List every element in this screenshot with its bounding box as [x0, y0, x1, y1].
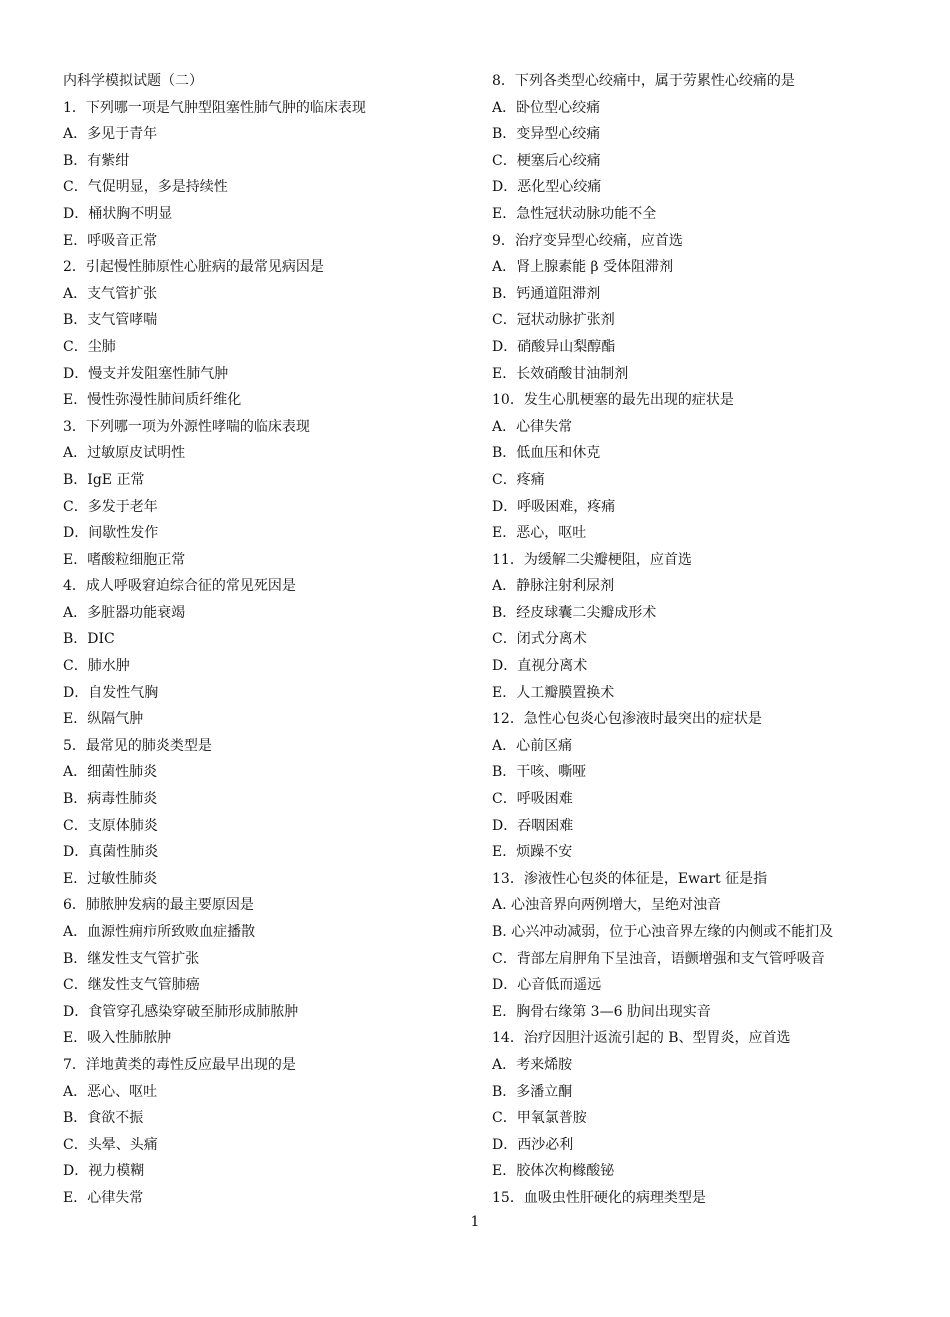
- left-column-line: 6．肺脓肿发病的最主要原因是: [63, 897, 254, 914]
- left-column-line: B．IgE 正常: [63, 471, 145, 488]
- right-column-line: D．吞咽困难: [492, 817, 574, 834]
- left-column-line: C．肺水肿: [63, 658, 130, 675]
- right-column-line: A. 心浊音界向两例增大，呈绝对浊音: [492, 897, 722, 914]
- left-column-line: B．支气管哮喘: [63, 312, 158, 329]
- right-column-line: A．静脉注射利尿剂: [492, 578, 615, 595]
- right-column-line: E．急性冠状动脉功能不全: [492, 205, 657, 222]
- left-column-line: C．尘肺: [63, 338, 116, 355]
- left-column-line: A．多见于青年: [63, 126, 158, 143]
- right-column: [492, 68, 922, 1212]
- right-column-line: C．梗塞后心绞痛: [492, 152, 601, 169]
- right-column-line: B．多潘立酮: [492, 1083, 573, 1100]
- left-column-line: A．多脏器功能衰竭: [63, 604, 186, 621]
- left-column-line: B．病毒性肺炎: [63, 791, 158, 808]
- left-column-line: A．过敏原皮试明性: [63, 445, 186, 462]
- right-column-line: E．恶心，呕吐: [492, 525, 587, 542]
- right-column-line: 11．为缓解二尖瓣梗阻，应首选: [492, 551, 692, 568]
- right-column-line: 13．渗液性心包炎的体征是，Ewart 征是指: [492, 870, 768, 887]
- left-column-line: 3．下列哪一项为外源性哮喘的临床表现: [63, 418, 310, 435]
- left-column-line: B．继发性支气管扩张: [63, 950, 200, 967]
- left-column-line: A．支气管扩张: [63, 285, 158, 302]
- right-column-line: A．考来烯胺: [492, 1056, 573, 1073]
- left-column-line: D．自发性气胸: [63, 684, 159, 701]
- left-column-line: D．桶状胸不明显: [63, 205, 173, 222]
- left-column-line: 7．洋地黄类的毒性反应最早出现的是: [63, 1056, 296, 1073]
- left-column-line: D．视力模糊: [63, 1163, 145, 1180]
- right-column-line: B．低血压和休克: [492, 445, 601, 462]
- left-column-line: C．气促明显，多是持续性: [63, 179, 228, 196]
- right-column-line: D．恶化型心绞痛: [492, 179, 602, 196]
- left-column-line: E．心律失常: [63, 1189, 144, 1206]
- left-column-line: D．慢支并发阻塞性肺气肿: [63, 365, 229, 382]
- right-column-line: D．心音低而遥远: [492, 977, 602, 994]
- left-column-line: C．多发于老年: [63, 498, 158, 515]
- right-column-line: D．直视分离术: [492, 658, 588, 675]
- right-column-line: A．心律失常: [492, 418, 573, 435]
- right-column-line: C．疼痛: [492, 471, 545, 488]
- right-column-line: B．钙通道阻滞剂: [492, 285, 601, 302]
- right-column-line: C．冠状动脉扩张剂: [492, 312, 615, 329]
- left-column-line: A．恶心、呕吐: [63, 1083, 158, 1100]
- page-number: 1: [470, 1214, 480, 1230]
- left-column-line: D．真菌性肺炎: [63, 844, 159, 861]
- right-column-line: C．背部左肩胛角下呈浊音，语颤增强和支气管呼吸音: [492, 950, 825, 967]
- right-column-line: E．长效硝酸甘油制剂: [492, 365, 629, 382]
- left-column-line: 5．最常见的肺炎类型是: [63, 737, 212, 754]
- left-column-line: A．细菌性肺炎: [63, 764, 158, 781]
- right-column-line: 15．血吸虫性肝硬化的病理类型是: [492, 1189, 706, 1206]
- right-column-line: 8．下列各类型心绞痛中，属于劳累性心绞痛的是: [492, 73, 795, 89]
- left-column: [63, 68, 463, 1212]
- left-column-line: D．食管穿孔感染穿破至肺形成肺脓肿: [63, 1003, 299, 1020]
- right-column-line: B．干咳、嘶哑: [492, 764, 587, 781]
- left-column-line: E．过敏性肺炎: [63, 870, 158, 887]
- right-column-line: C．闭式分离术: [492, 631, 587, 648]
- left-column-line: C．头晕、头痛: [63, 1136, 158, 1153]
- right-column-line: B．经皮球囊二尖瓣成形术: [492, 604, 657, 621]
- right-column-line: E．胸骨右缘第 3—6 肋间出现实音: [492, 1003, 711, 1020]
- right-column-line: D．呼吸困难，疼痛: [492, 498, 616, 515]
- left-column-line: 内科学模拟试题（二）: [63, 73, 203, 89]
- right-column-line: A．心前区痛: [492, 737, 573, 754]
- left-column-line: E．慢性弥漫性肺间质纤维化: [63, 392, 242, 409]
- left-column-line: E．纵隔气肿: [63, 711, 144, 728]
- right-column-line: A．肾上腺素能 β 受体阻滞剂: [492, 259, 674, 276]
- right-column-line: B. 心兴冲动减弱，位于心浊音界左缘的内侧或不能扪及: [492, 924, 834, 940]
- left-column-line: 4．成人呼吸窘迫综合征的常见死因是: [63, 578, 296, 595]
- right-column-line: A．卧位型心绞痛: [492, 99, 601, 116]
- right-column-line: E．人工瓣膜置换术: [492, 684, 615, 701]
- left-column-line: A．血源性痈疖所致败血症播散: [63, 924, 256, 940]
- right-column-line: 9．治疗变异型心绞痛，应首选: [492, 232, 683, 249]
- left-column-line: B．DIC: [63, 631, 115, 648]
- right-column-line: E．烦躁不安: [492, 844, 573, 861]
- right-column-line: E．胶体次枸橼酸铋: [492, 1163, 615, 1180]
- right-column-line: D．硝酸异山梨醇酯: [492, 338, 616, 355]
- right-column-line: 14．治疗因胆汁返流引起的 B、型胃炎，应首选: [492, 1030, 791, 1047]
- left-column-line: E．吸入性肺脓肿: [63, 1030, 172, 1047]
- left-column-line: C．继发性支气管肺癌: [63, 977, 200, 994]
- left-column-line: 2．引起慢性肺原性心脏病的最常见病因是: [63, 259, 324, 276]
- right-column-line: C．甲氧氯普胺: [492, 1110, 587, 1127]
- left-column-line: E．嗜酸粒细胞正常: [63, 551, 186, 568]
- left-column-line: B．有紫绀: [63, 152, 130, 169]
- right-column-line: 10．发生心肌梗塞的最先出现的症状是: [492, 392, 734, 409]
- right-column-line: C．呼吸困难: [492, 791, 573, 808]
- left-column-line: B．食欲不振: [63, 1110, 144, 1127]
- right-column-line: 12．急性心包炎心包渗液时最突出的症状是: [492, 711, 762, 728]
- left-column-line: 1．下列哪一项是气肿型阻塞性肺气肿的临床表现: [63, 99, 366, 116]
- right-column-line: D．西沙必利: [492, 1136, 574, 1153]
- left-column-line: C．支原体肺炎: [63, 817, 158, 834]
- left-column-line: E．呼吸音正常: [63, 232, 158, 249]
- left-column-line: D．间歇性发作: [63, 525, 159, 542]
- right-column-line: B．变异型心绞痛: [492, 126, 601, 143]
